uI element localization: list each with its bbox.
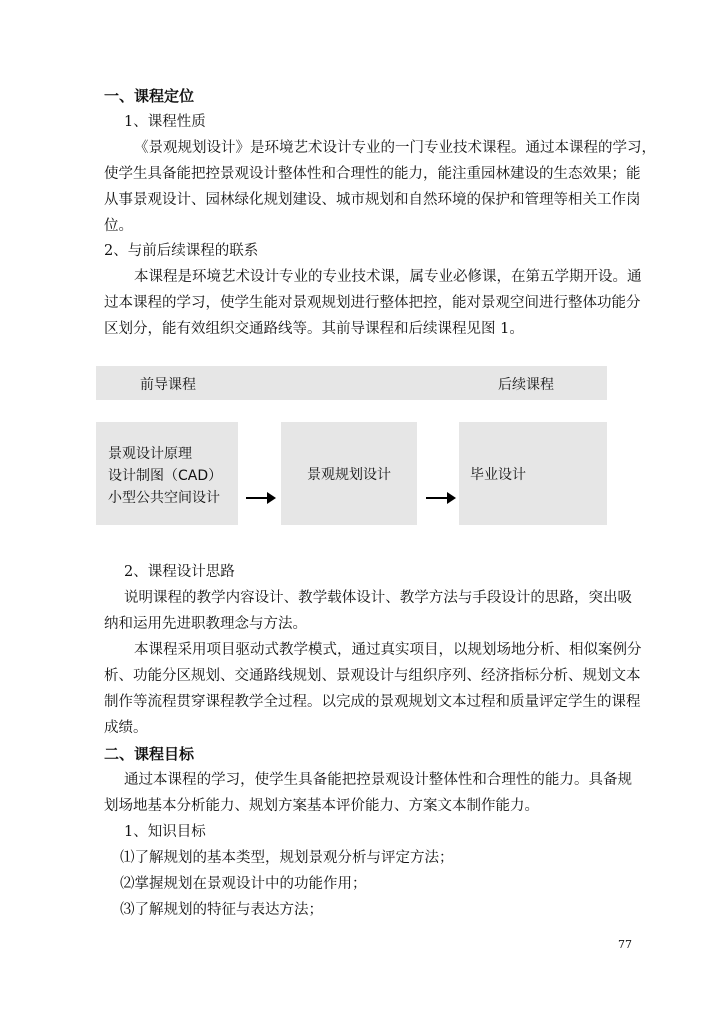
paragraph-line: 本课程是环境艺术设计专业的专业技术课，属专业必修课，在第五学期开设。通	[134, 269, 642, 285]
next-courses-label: 后续课程	[498, 377, 554, 393]
prev-course-item: 小型公共空间设计	[108, 490, 220, 506]
paragraph-line: 从事景观设计、园林绿化规划建设、城市规划和自然环境的保护和管理等相关工作岗	[104, 192, 641, 208]
paragraph-line: 位。	[104, 218, 133, 234]
current-course-box	[281, 422, 417, 525]
subheading-design-approach: 2、课程设计思路	[124, 564, 235, 580]
paragraph-line: 说明课程的教学内容设计、教学载体设计、教学方法与手段设计的思路，突出吸	[124, 590, 632, 606]
list-item: ⑶了解规划的特征与表达方法；	[120, 902, 323, 918]
paragraph-line: 使学生具备能把控景观设计整体性和合理性的能力，能注重园林建设的生态效果；能	[104, 166, 641, 182]
prev-course-item: 景观设计原理	[108, 446, 192, 462]
paragraph-line: 析、功能分区规划、交通路线规划、景观设计与组织序列、经济指标分析、规划文本	[104, 668, 641, 684]
page-number: 77	[618, 938, 632, 951]
list-item: ⑴了解规划的基本类型，规划景观分析与评定方法；	[120, 850, 454, 866]
section-heading-1: 一、课程定位	[104, 87, 195, 105]
paragraph-line: 制作等流程贯穿课程教学全过程。以完成的景观规划文本过程和质量评定学生的课程	[104, 694, 641, 710]
prev-courses-box	[96, 422, 238, 525]
prev-courses-label: 前导课程	[140, 377, 196, 393]
section-heading-2: 二、课程目标	[104, 745, 195, 763]
subheading-knowledge-goals: 1、知识目标	[124, 824, 206, 840]
subheading-related-courses: 2、与前后续课程的联系	[104, 243, 259, 259]
paragraph-line: 成绩。	[104, 720, 148, 736]
paragraph-line: 划场地基本分析能力、规划方案基本评价能力、方案文本制作能力。	[104, 798, 539, 814]
next-course-label: 毕业设计	[470, 467, 526, 483]
arrow-right-icon	[246, 497, 268, 499]
current-course-label: 景观规划设计	[307, 467, 391, 483]
paragraph-line: 区划分，能有效组织交通路线等。其前导课程和后续课程见图 1。	[104, 321, 524, 337]
subheading-course-nature: 1、课程性质	[124, 114, 206, 130]
list-item: ⑵掌握规划在景观设计中的功能作用；	[120, 876, 367, 892]
arrow-right-icon	[426, 497, 448, 499]
next-course-box	[459, 422, 607, 525]
paragraph-line: 《景观规划设计》是环境艺术设计专业的一门专业技术课程。通过本课程的学习，	[134, 140, 656, 156]
paragraph-line: 通过本课程的学习，使学生具备能把控景观设计整体性和合理性的能力。具备规	[124, 772, 632, 788]
paragraph-line: 本课程采用项目驱动式教学模式，通过真实项目，以规划场地分析、相似案例分	[134, 642, 642, 658]
course-flow-header	[96, 366, 607, 400]
paragraph-line: 过本课程的学习，使学生能对景观规划进行整体把控，能对景观空间进行整体功能分	[104, 295, 641, 311]
prev-course-item: 设计制图（CAD）	[108, 468, 223, 484]
paragraph-line: 纳和运用先进职教理念与方法。	[104, 616, 307, 632]
